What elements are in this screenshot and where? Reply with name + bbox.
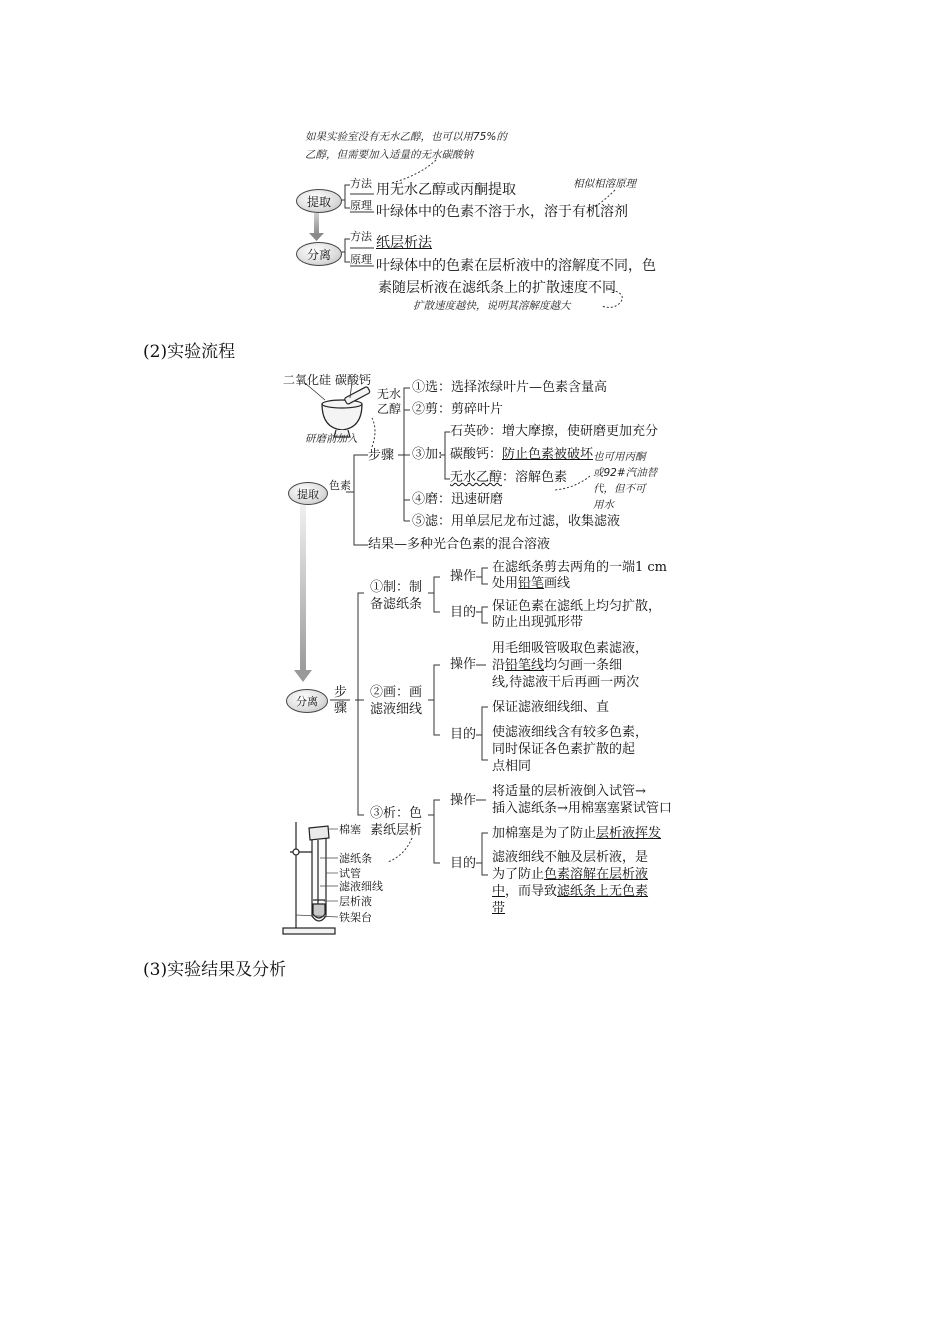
s2-goal-4: 点相同 [492,759,532,774]
s3-op-1: 将适量的层析液倒入试管→ [492,784,646,799]
extract-oval-2 [288,482,328,505]
step-filter: ⑤滤：用单层尼龙布过滤，收集滤液 [412,514,621,529]
label-steps: 步骤 [368,448,395,463]
label-ethanol-2: 乙醇 [377,402,402,416]
s2-goal-2: 使滤液细线含有较多色素， [492,725,649,740]
extract-principle: 叶绿体中的色素不溶于水，溶于有机溶剂 [376,204,628,220]
label-filtrate-line: 滤液细线 [339,880,383,893]
add-caco3: 碳酸钙：防止色素被破坏 [450,447,594,462]
s3-goal-3: 为了防止色素溶解在层析液 [492,867,649,882]
separate-oval [296,242,342,266]
pencil-term: 铅笔 [518,576,545,591]
add-ethanol-name: 无水乙醇 [450,470,503,485]
goal-label-3: 目的 [450,856,477,871]
s1-op-2: 处用铅笔画线 [492,576,571,591]
principle-label-2: 原理 [350,253,372,266]
note-no-ethanol-2: 乙醇，但需要加入适量的无水碳酸钠 [305,149,473,161]
label-steps-2b: 骤 [334,701,348,716]
step-add: ③加: [412,447,443,462]
goal-label-2: 目的 [450,727,477,742]
heading-results-analysis: (3)实验结果及分析 [143,960,287,980]
sep-step1-a: ①制：制 [370,580,423,595]
op-label-1: 操作 [450,569,477,584]
label-steps-2a: 步 [334,685,348,700]
s3-goal-2: 滤液细线不触及层析液，是 [492,850,649,865]
note-substitute-1: 也可用丙酮 [593,451,646,463]
method-label-2: 方法 [350,230,372,243]
dissolve-term: 色素溶解在层析液 [544,867,649,882]
note-add-before-grind: 研磨前加入 [305,433,358,445]
solvent-volatile-term: 层析液挥发 [596,826,662,841]
pencil-line-term: 铅笔线 [505,658,545,673]
separate-method: 纸层析法 [376,235,432,251]
s3-goal-1: 加棉塞是为了防止层析液挥发 [492,826,662,841]
separate-principle-2: 素随层析液在滤纸条上的扩散速度不同 [378,280,616,296]
s1-op-1: 在滤纸条剪去两角的一端1 cm [492,560,668,575]
op-label-2: 操作 [450,657,477,672]
extract-label-2: 提取 [297,487,319,501]
op-label-3: 操作 [450,793,477,808]
note-substitute-4: 用水 [593,499,614,511]
note-no-ethanol: 如果实验室没有无水乙醇，也可以用75%的 [305,131,507,143]
sep-step3-b: 素纸层析 [370,823,423,838]
step-grind: ④磨：迅速研磨 [412,492,504,507]
s2-op-2: 沿铅笔线均匀画一条细 [492,658,623,673]
separate-oval-2 [286,689,328,713]
s3-op-2: 插入滤纸条→用棉塞塞紧试管口 [492,801,672,816]
s2-goal-1: 保证滤液细线细、直 [492,700,610,715]
label-caco3: 碳酸钙 [335,373,372,387]
separate-label-2: 分离 [296,695,318,708]
label-solvent: 层析液 [339,895,372,908]
principle-label: 原理 [350,199,372,212]
s3-goal-4: 中，而导致滤纸条上无色素 [492,884,649,899]
label-sio2: 二氧化硅 [283,373,332,387]
extract-result: 结果—多种光合色素的混合溶液 [368,537,551,552]
add-ethanol: 无水乙醇：溶解色素 [450,470,568,485]
extract-oval [296,189,342,213]
label-iron-stand: 铁架台 [339,911,372,924]
extract-label: 提取 [306,194,331,209]
note-similar-dissolve: 相似相溶原理 [573,178,636,190]
sep-step2-a: ②画：画 [370,685,423,700]
separate-principle-1: 叶绿体中的色素在层析液中的溶解度不同，色 [376,258,656,274]
label-ethanol-1: 无水 [377,387,402,401]
heading-experiment-flow: (2)实验流程 [143,342,236,362]
extract-method: 用无水乙醇或丙酮提取 [376,182,516,198]
sep-step3-a: ③析：色 [370,806,423,821]
method-label: 方法 [350,177,372,190]
step-cut: ②剪：剪碎叶片 [412,402,504,417]
s2-op-1: 用毛细吸管吸取色素滤液， [492,641,649,656]
step-select: ①选：选择浓绿叶片—色素含量高 [412,380,608,395]
goal-label-1: 目的 [450,605,477,620]
s1-goal-2: 防止出现弧形带 [492,615,584,630]
label-test-tube: 试管 [339,867,361,880]
no-band-term: 滤纸条上无色素 [557,884,649,899]
note-substitute-2: 或92#汽油替 [593,467,658,479]
s2-op-3: 线,待滤液干后再画一两次 [492,675,640,690]
add-quartz: 石英砂：增大摩擦，使研磨更加充分 [450,424,659,439]
label-filter-strip: 滤纸条 [339,852,372,865]
s1-goal-1: 保证色素在滤纸上均匀扩散， [492,599,662,614]
sep-step2-b: 滤液细线 [370,702,423,717]
s3-goal-5: 带 [492,901,506,916]
sep-step1-b: 备滤纸条 [370,597,423,612]
label-cotton: 棉塞 [339,823,361,836]
note-substitute-3: 代，但不可 [593,483,646,495]
separate-label: 分离 [306,247,331,262]
note-diffusion: 扩散速度越快，说明其溶解度越大 [413,300,571,312]
add-caco3-purpose: 防止色素被破坏 [502,447,594,462]
label-pigment: 色素 [329,479,351,492]
s2-goal-3: 同时保证各色素扩散的起 [492,742,636,757]
